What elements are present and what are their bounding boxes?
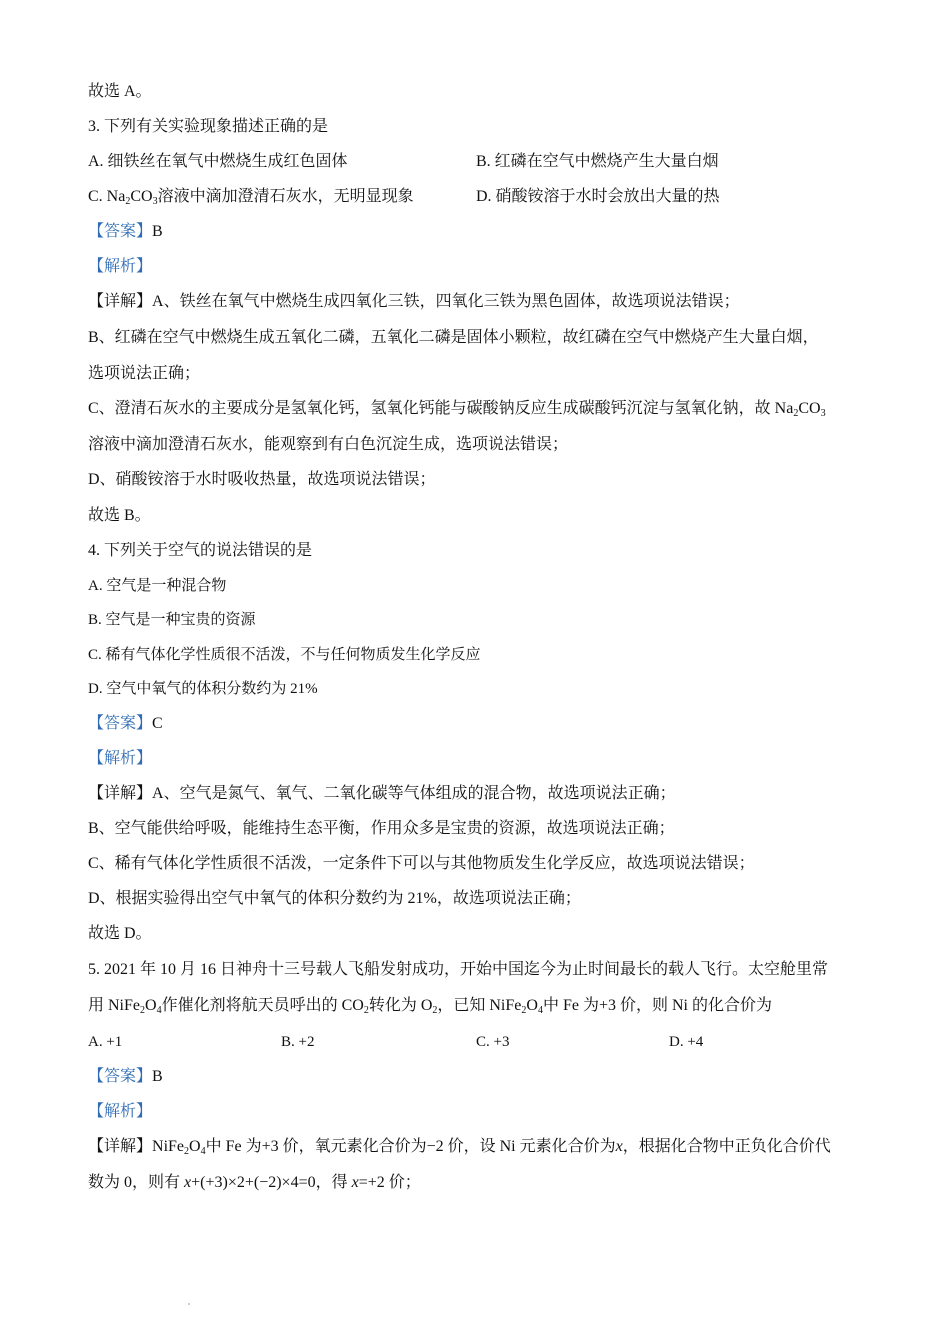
q4-detail-d: D、根据实验得出空气中氧气的体积分数约为 21%，故选项说法正确； [88, 890, 581, 907]
q3-detail-d: D、硝酸铵溶于水时吸收热量，故选项说法错误； [88, 471, 436, 488]
q3-option-c-suffix: 溶液中滴加澄清石灰水，无明显现象 [157, 188, 414, 205]
q3-detail-a-text: A、铁丝在氧气中燃烧生成四氧化三铁，四氧化三铁为黑色固体，故选项说法错误； [152, 293, 740, 310]
q4-detail-a [88, 784, 676, 804]
q3-detail-b2: 选项说法正确； [88, 365, 201, 382]
q4-detail-c: C、稀有气体化学性质很不活泼，一定条件下可以与其他物质发生化学反应，故选项说法错误； [88, 855, 755, 872]
q3-answer [88, 222, 163, 242]
q3-stem: 3. 下列有关实验现象描述正确的是 [88, 118, 329, 135]
q5-stem2-s2: 4 [156, 1005, 162, 1016]
q5-detail1-b: O [189, 1138, 201, 1155]
q3-detail-c1-sub2: 3 [820, 408, 826, 419]
q3-detail-c1-mid: CO [798, 400, 821, 417]
q3-conclusion: 故选 B。 [88, 507, 151, 524]
q3-answer-tag: 【答案】 [88, 223, 153, 240]
q5-stem2-b: O [145, 997, 157, 1014]
q3-option-c [88, 187, 414, 207]
q5-analysis-tag: 【解析】 [88, 1103, 153, 1120]
q5-detail-tag: 【详解】 [88, 1138, 153, 1155]
q3-analysis-tag: 【解析】 [88, 258, 153, 275]
q3-detail-tag: 【详解】 [88, 293, 153, 310]
q3-answer-value: B [152, 223, 163, 240]
q5-detail1-a: NiFe [152, 1138, 185, 1155]
q2-conclusion: 故选 A。 [88, 83, 152, 100]
q5-stem-line2 [88, 996, 772, 1016]
q5-stem2-e: ，已知 NiFe [437, 997, 522, 1014]
q5-answer-value: B [152, 1068, 163, 1085]
q3-option-d: D. 硝酸铵溶于水时会放出大量的热 [476, 188, 720, 205]
q5-answer-tag: 【答案】 [88, 1068, 153, 1085]
q5-stem2-f: O [526, 997, 538, 1014]
q3-option-c-prefix: C. Na [88, 188, 126, 205]
q4-answer-tag: 【答案】 [88, 715, 153, 732]
q5-stem-line1: 5. 2021 年 10 月 16 日神舟十三号载人飞船发射成功，开始中国迄今为止时间最长的载人飞行。太空舱里常 [88, 961, 829, 978]
q5-stem2-s4: 2 [432, 1005, 438, 1016]
q5-detail1-s2: 4 [200, 1146, 206, 1157]
q5-detail2-c: =+2 价； [358, 1174, 421, 1191]
q5-stem2-d: 转化为 O [368, 997, 433, 1014]
q3-option-c-sub1: 2 [125, 196, 131, 207]
q5-answer [88, 1067, 163, 1087]
q5-stem2-g: 中 Fe 为+3 价，则 Ni 的化合价为 [542, 997, 772, 1014]
q5-detail2-b: +(+3)×2+(−2)×4=0，得 [191, 1174, 352, 1191]
q5-detail1-s1: 2 [184, 1146, 190, 1157]
q5-stem2-s5: 2 [521, 1005, 527, 1016]
q3-detail-c1-text: C、澄清石灰水的主要成分是氢氧化钙，氢氧化钙能与碳酸钠反应生成碳酸钙沉淀与氢氧化钠，故 Na [88, 400, 794, 417]
footer-dot [188, 1303, 190, 1305]
q5-option-b: B. +2 [281, 1034, 315, 1050]
q4-stem: 4. 下列关于空气的说法错误的是 [88, 542, 313, 559]
q4-analysis-tag: 【解析】 [88, 750, 153, 767]
q5-detail-line2 [88, 1173, 421, 1193]
q5-detail1-c: 中 Fe 为+3 价，氧元素化合价为−2 价，设 Ni 元素化合价为 [205, 1138, 616, 1155]
q4-option-a: A. 空气是一种混合物 [88, 578, 227, 594]
q3-detail-c2: 溶液中滴加澄清石灰水，能观察到有白色沉淀生成，选项说法错误； [88, 436, 569, 453]
q3-detail-a [88, 292, 740, 312]
q5-option-d: D. +4 [669, 1034, 704, 1050]
q4-detail-tag: 【详解】 [88, 785, 153, 802]
q4-option-b: B. 空气是一种宝贵的资源 [88, 612, 256, 628]
q5-detail-line1 [88, 1137, 831, 1157]
q5-detail2-x2: x [351, 1174, 359, 1191]
q3-option-a: A. 细铁丝在氧气中燃烧生成红色固体 [88, 153, 348, 170]
q5-option-c: C. +3 [476, 1034, 510, 1050]
q5-detail1-x: x [615, 1138, 623, 1155]
q4-detail-b: B、空气能供给呼吸，能维持生态平衡，作用众多是宝贵的资源，故选项说法正确； [88, 820, 675, 837]
q4-answer [88, 714, 163, 734]
q5-detail1-d: ，根据化合物中正负化合价代 [622, 1138, 831, 1155]
q3-option-b: B. 红磷在空气中燃烧产生大量白烟 [476, 153, 719, 170]
q5-stem2-c: 作催化剂将航天员呼出的 CO [161, 997, 364, 1014]
q5-stem2-s1: 2 [140, 1005, 146, 1016]
q5-stem2-s6: 4 [537, 1005, 543, 1016]
q4-option-c: C. 稀有气体化学性质很不活泼，不与任何物质发生化学反应 [88, 647, 481, 663]
q5-stem2-a: 用 NiFe [88, 997, 141, 1014]
q4-answer-value: C [152, 715, 163, 732]
q5-option-a: A. +1 [88, 1034, 123, 1050]
q3-detail-c1-sub1: 2 [793, 408, 799, 419]
q5-detail2-x1: x [184, 1174, 192, 1191]
q3-detail-b1: B、红磷在空气中燃烧生成五氧化二磷，五氧化二磷是固体小颗粒，故红磷在空气中燃烧产生大量白烟， [88, 329, 819, 346]
q5-stem2-s3: 2 [363, 1005, 369, 1016]
q3-option-c-sub2: 3 [152, 196, 158, 207]
q3-detail-c1 [88, 399, 826, 419]
q3-option-c-mid: CO [130, 188, 153, 205]
q5-detail2-a: 数为 0，则有 [88, 1174, 185, 1191]
q4-option-d: D. 空气中氧气的体积分数约为 21% [88, 681, 318, 697]
q4-conclusion: 故选 D。 [88, 925, 152, 942]
q4-detail-a-text: A、空气是氮气、氧气、二氧化碳等气体组成的混合物，故选项说法正确； [152, 785, 676, 802]
